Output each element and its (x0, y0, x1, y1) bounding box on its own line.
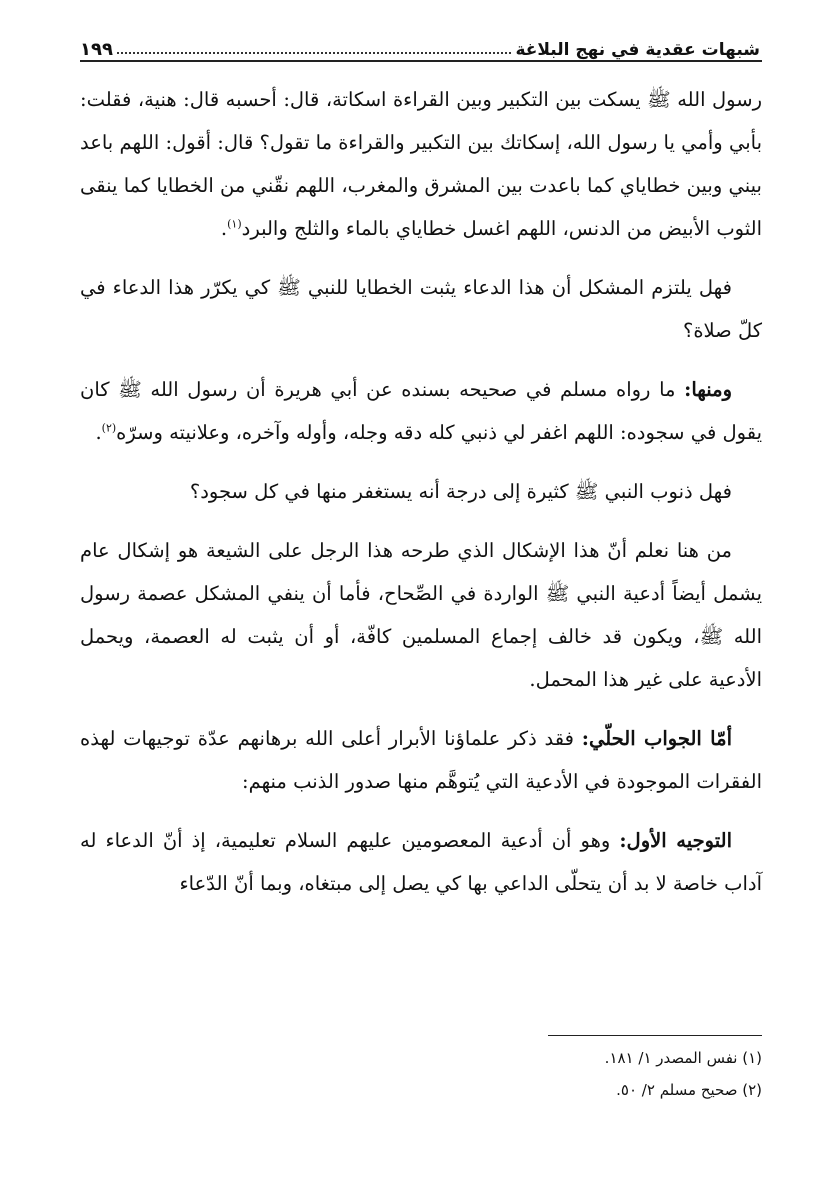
header-leader-dots (117, 52, 511, 54)
paragraph-3-lead: ومنها: (684, 378, 732, 401)
main-text (80, 78, 762, 921)
paragraph-4: فهل ذنوب النبي ﷺ كثيرة إلى درجة أنه يستغفر منها في كل سجود؟ (189, 480, 732, 503)
footnotes (80, 1042, 762, 1106)
running-header (80, 30, 760, 60)
header-rule (80, 60, 762, 62)
paragraph-3: ومنها: ما رواه مسلم في صحيحه بسنده عن أبي هريرة أن رسول الله ﷺ كان يقول في سجوده: اللهم اغفر لي ذنبي كله دقه وجله، وأوله وآخره، وعلانيته وسرّه$^{(٢)}$. (80, 378, 762, 444)
header-title: شبهات عقدية في نهج البلاغة (515, 40, 760, 60)
paragraph-5: من هنا نعلم أنّ هذا الإشكال الذي طرحه هذا الرجل على الشيعة هو إشكال عام يشمل أيضاً أدعية النبي ﷺ الواردة في الصِّحاح، فأما أن ينفي المشكل عصمة رسول الله ﷺ، ويكون قد خالف إجماع المسلمين كافّة، أو أن يثبت له العصمة، ويحمل الأدعية على غير هذا المحمل. (80, 539, 762, 691)
footnote-1: (١) نفس المصدر ١/ ١٨١. (604, 1049, 762, 1067)
paragraph-7: التوجيه الأول: وهو أن أدعية المعصومين عليهم السلام تعليمية، إذ أنّ الدعاء له آداب خاصة لا بد أن يتحلّى الداعي بها كي يصل إلى مبتغاه، وبما أنّ الدّعاء (80, 829, 762, 895)
footnote-2: (٢) صحيح مسلم ٢/ ٥٠. (616, 1081, 762, 1099)
paragraph-6: أمّا الجواب الحلّي: فقد ذكر علماؤنا الأبرار أعلى الله برهانهم عدّة توجيهات لهذه الفقرات الموجودة في الأدعية التي يُتوهَّم منها صدور الذنب منهم: (80, 727, 762, 793)
paragraph-7-lead: التوجيه الأول: (619, 829, 732, 852)
page-number: ١٩٩ (80, 39, 113, 60)
paragraph-2: فهل يلتزم المشكل أن هذا الدعاء يثبت الخطايا للنبي ﷺ كي يكرّر هذا الدعاء في كلّ صلاة؟ (80, 276, 762, 342)
paragraph-1: رسول الله ﷺ يسكت بين التكبير وبين القراءة اسكاتة، قال: أحسبه قال: هنية، فقلت: بأبي وأمي يا رسول الله، إسكاتك بين التكبير والقراءة ما تقول؟ قال: أقول: اللهم باعد بيني وبين خطاياي كما باعدت بين المشرق والمغرب، اللهم نقّني من الخطايا كما ينقى الثوب الأبيض من الدنس، اللهم اغسل خطاياي بالماء والثلج والبرد$^{(١)}$. (80, 88, 762, 240)
footnote-ref-2: (٢) (101, 421, 117, 435)
footnote-separator (548, 1035, 762, 1036)
paragraph-6-lead: أمّا الجواب الحلّي: (581, 727, 732, 750)
footnote-ref-1: (١) (227, 217, 242, 231)
